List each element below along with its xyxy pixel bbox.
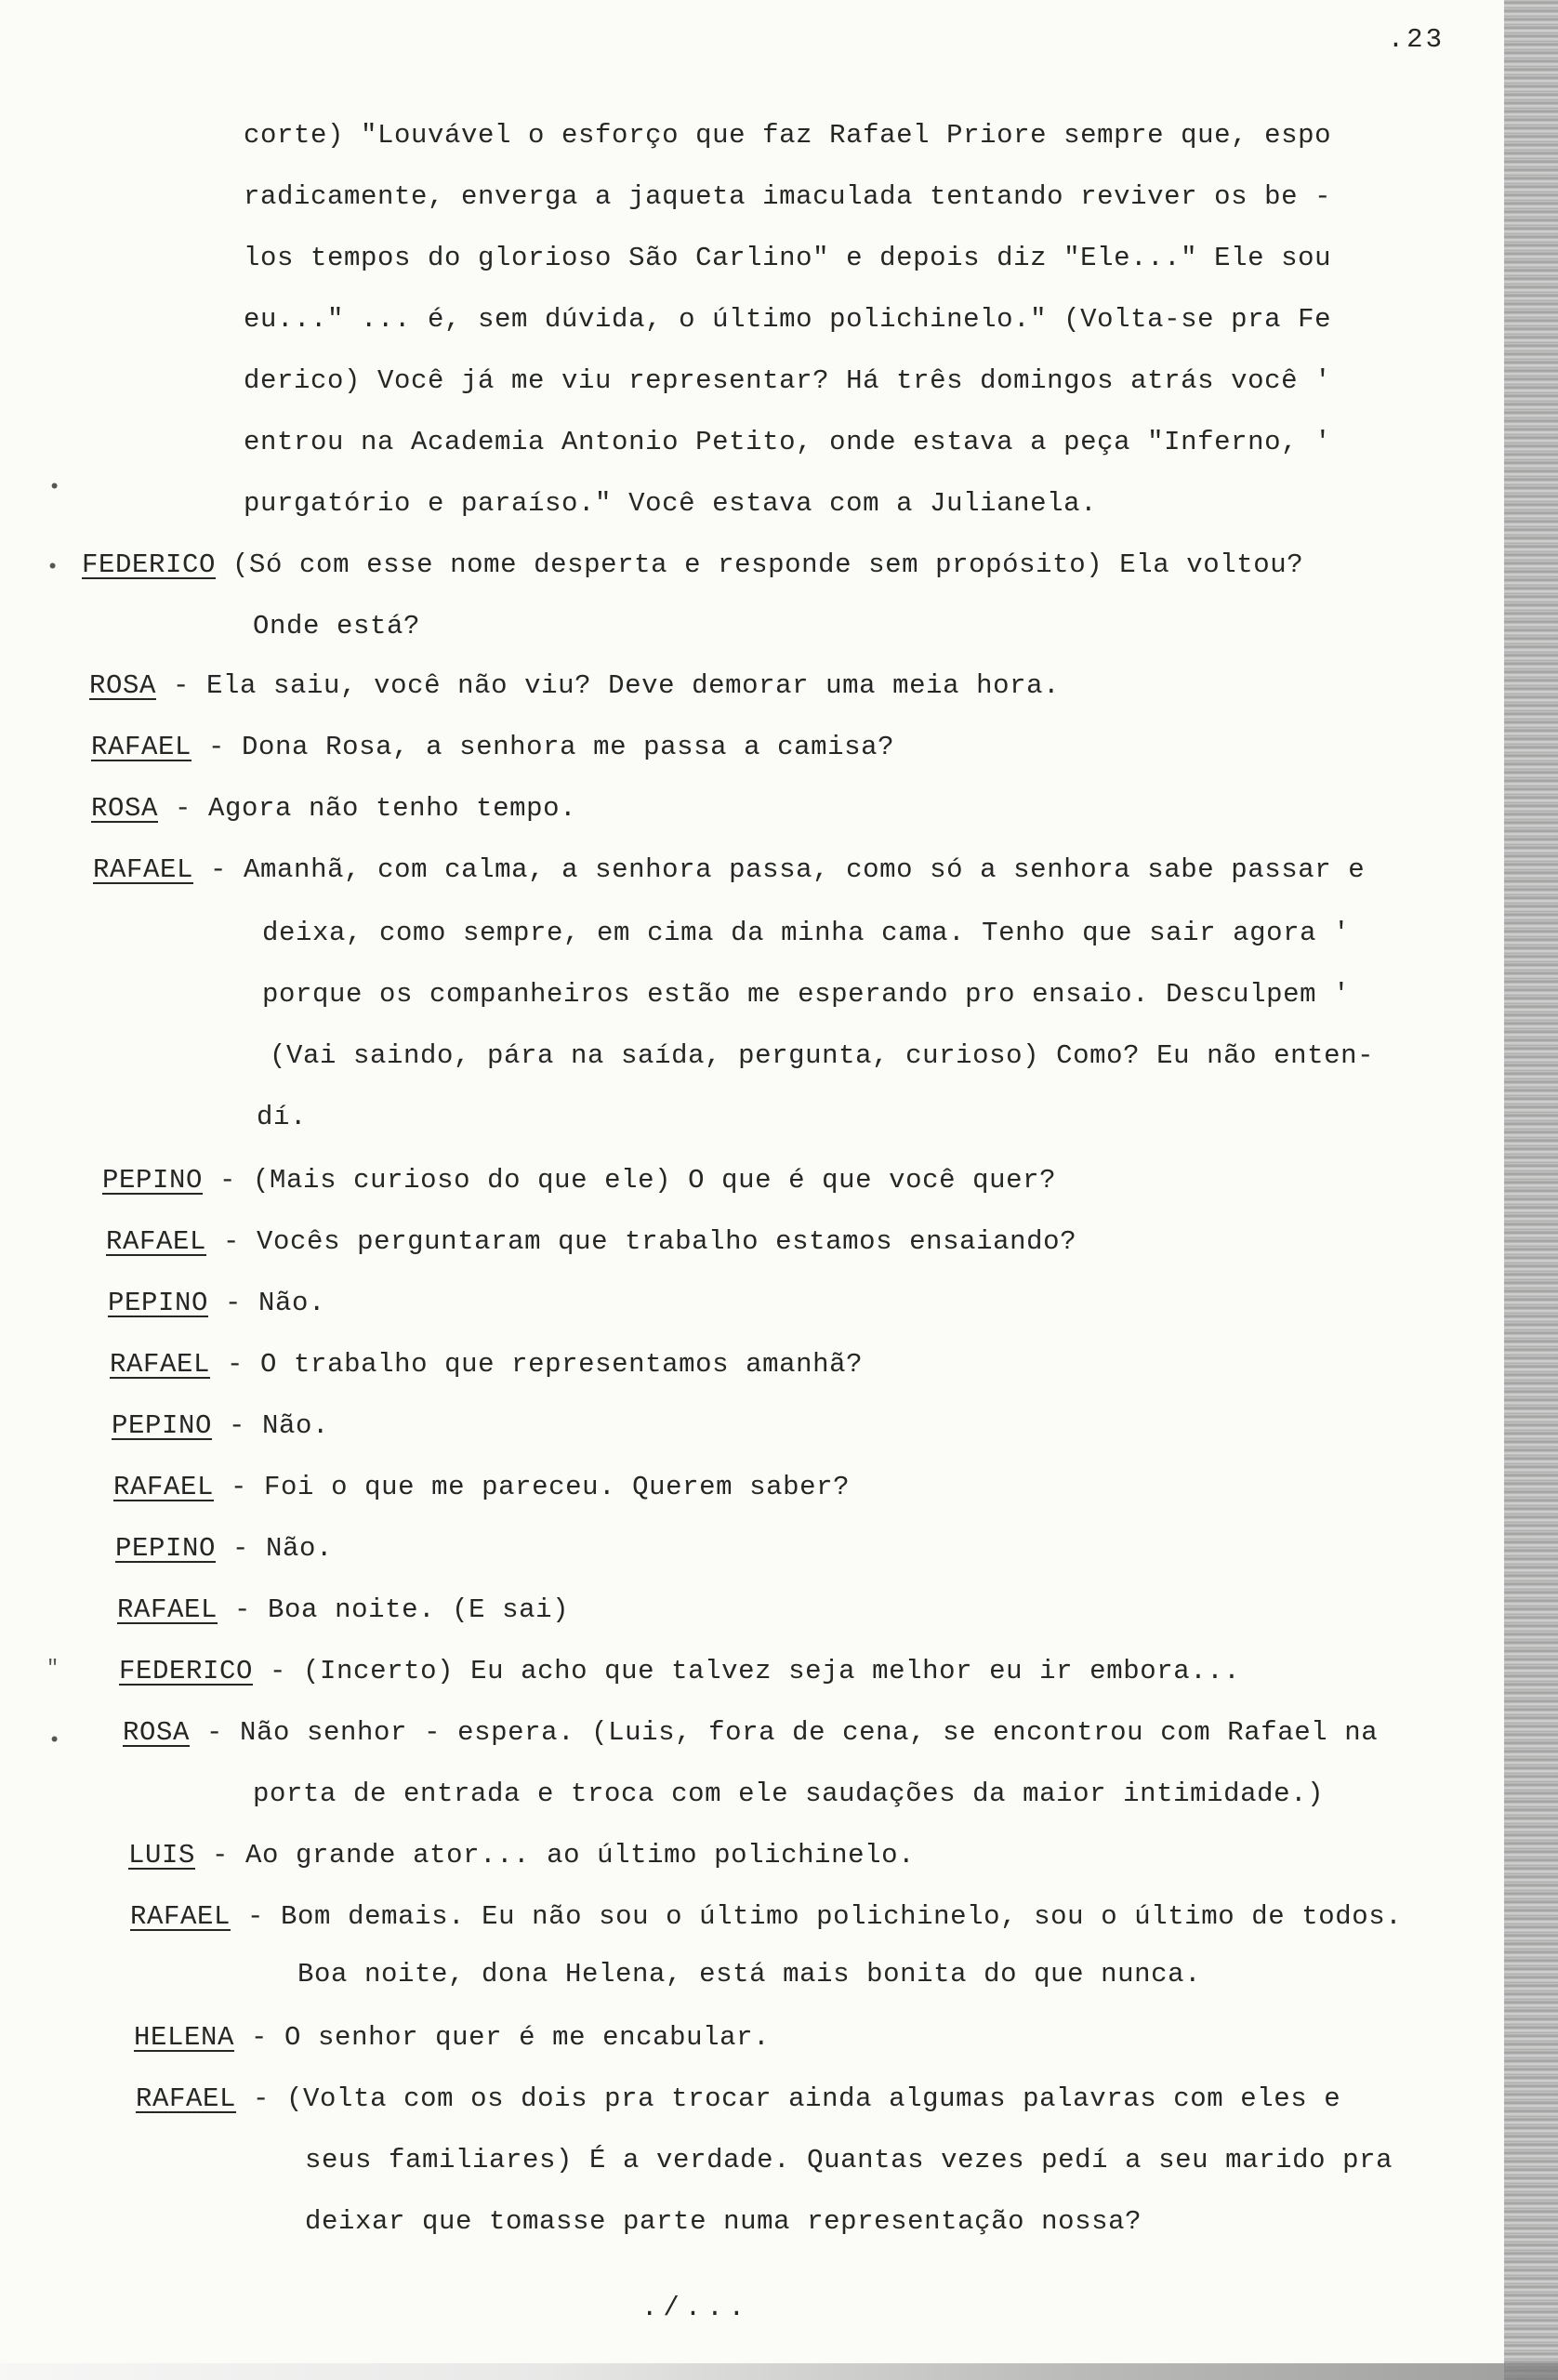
script-line: Boa noite, dona Helena, está mais bonita do que nunca. — [297, 1959, 1202, 1990]
script-line: dí. — [257, 1102, 308, 1132]
script-line: eu..." ... é, sem dúvida, o último polichinelo." (Volta-se pra Fe — [244, 304, 1332, 335]
dialogue-line: PEPINO - Não. — [108, 1288, 326, 1318]
speaker-name: LUIS — [128, 1840, 196, 1871]
dialogue-line: RAFAEL - O trabalho que representamos amanhã? — [110, 1349, 864, 1380]
speaker-name: PEPINO — [108, 1288, 209, 1318]
speaker-name: RAFAEL — [136, 2083, 237, 2114]
script-line: porque os companheiros estão me esperando pro ensaio. Desculpem ' — [262, 979, 1351, 1010]
page-number: .23 — [1387, 24, 1445, 55]
speaker-name: RAFAEL — [93, 854, 194, 885]
script-line: deixar que tomasse parte numa representação nossa? — [305, 2206, 1142, 2237]
dialogue-line: RAFAEL - (Volta com os dois pra trocar ainda algumas palavras com eles e — [136, 2083, 1341, 2114]
dialogue-line: RAFAEL - Amanhã, com calma, a senhora passa, como só a senhora sabe passar e — [93, 854, 1366, 885]
speaker-name: ROSA — [89, 670, 157, 701]
dialogue-line: ROSA - Ela saiu, você não viu? Deve demorar uma meia hora. — [89, 670, 1061, 701]
scanned-page-edge — [1504, 0, 1558, 2380]
margin-dot: • — [48, 1729, 61, 1752]
script-line: porta de entrada e troca com ele saudações da maior intimidade.) — [253, 1778, 1325, 1809]
dialogue-line: RAFAEL - Dona Rosa, a senhora me passa a camisa? — [91, 732, 895, 762]
speaker-name: PEPINO — [115, 1533, 217, 1564]
speaker-name: HELENA — [134, 2022, 235, 2053]
dialogue-line: RAFAEL - Boa noite. (E sai) — [117, 1594, 570, 1625]
speaker-name: ROSA — [91, 793, 159, 824]
speaker-name: RAFAEL — [110, 1349, 211, 1380]
margin-dot: • — [48, 476, 61, 499]
margin-dot: • — [46, 556, 59, 579]
speaker-name: FEDERICO — [119, 1656, 254, 1686]
dialogue-line: PEPINO - Não. — [115, 1533, 334, 1564]
script-line: los tempos do glorioso São Carlino" e depois diz "Ele..." Ele sou — [244, 243, 1332, 273]
script-line: derico) Você já me viu representar? Há três domingos atrás você ' — [244, 365, 1332, 396]
script-line: corte) "Louvável o esforço que faz Rafael Priore sempre que, espo — [244, 120, 1332, 151]
script-line: radicamente, enverga a jaqueta imaculada tentando reviver os be - — [244, 181, 1332, 212]
script-line: purgatório e paraíso." Você estava com a Julianela. — [244, 488, 1098, 519]
speaker-name: RAFAEL — [130, 1901, 231, 1932]
margin-dot: " — [46, 1657, 59, 1680]
speaker-name: RAFAEL — [91, 732, 192, 762]
script-line: seus familiares) É a verdade. Quantas vezes pedí a seu marido pra — [305, 2145, 1393, 2175]
dialogue-line: FEDERICO - (Incerto) Eu acho que talvez seja melhor eu ir embora... — [119, 1656, 1241, 1686]
speaker-name: FEDERICO — [82, 549, 217, 580]
dialogue-line: ROSA - Agora não tenho tempo. — [91, 793, 577, 824]
dialogue-line: RAFAEL - Foi o que me pareceu. Querem saber? — [113, 1472, 851, 1502]
dialogue-line: FEDERICO (Só com esse nome desperta e responde sem propósito) Ela voltou? — [82, 549, 1304, 580]
dialogue-line: HELENA - O senhor quer é me encabular. — [134, 2022, 771, 2053]
script-line: entrou na Academia Antonio Petito, onde estava a peça "Inferno, ' — [244, 427, 1332, 457]
speaker-name: PEPINO — [102, 1165, 204, 1196]
speaker-name: RAFAEL — [106, 1226, 207, 1257]
script-line: Onde está? — [253, 611, 421, 641]
dialogue-line: RAFAEL - Vocês perguntaram que trabalho estamos ensaiando? — [106, 1226, 1077, 1257]
dialogue-line: PEPINO - Não. — [112, 1410, 330, 1441]
script-line: (Vai saindo, pára na saída, pergunta, curioso) Como? Eu não enten- — [270, 1040, 1375, 1071]
speaker-name: ROSA — [123, 1717, 191, 1748]
dialogue-line: PEPINO - (Mais curioso do que ele) O que é que você quer? — [102, 1165, 1057, 1196]
speaker-name: RAFAEL — [117, 1594, 218, 1625]
dialogue-line: ROSA - Não senhor - espera. (Luis, fora de cena, se encontrou com Rafael na — [123, 1717, 1379, 1748]
script-line: deixa, como sempre, em cima da minha cama. Tenho que sair agora ' — [262, 918, 1351, 948]
speaker-name: RAFAEL — [113, 1472, 215, 1502]
dialogue-line: LUIS - Ao grande ator... ao último polichinelo. — [128, 1840, 916, 1871]
scanned-bottom-edge — [0, 2363, 1558, 2380]
dialogue-line: RAFAEL - Bom demais. Eu não sou o último polichinelo, sou o último de todos. — [130, 1901, 1403, 1932]
continuation-mark: ./... — [641, 2293, 751, 2323]
speaker-name: PEPINO — [112, 1410, 213, 1441]
